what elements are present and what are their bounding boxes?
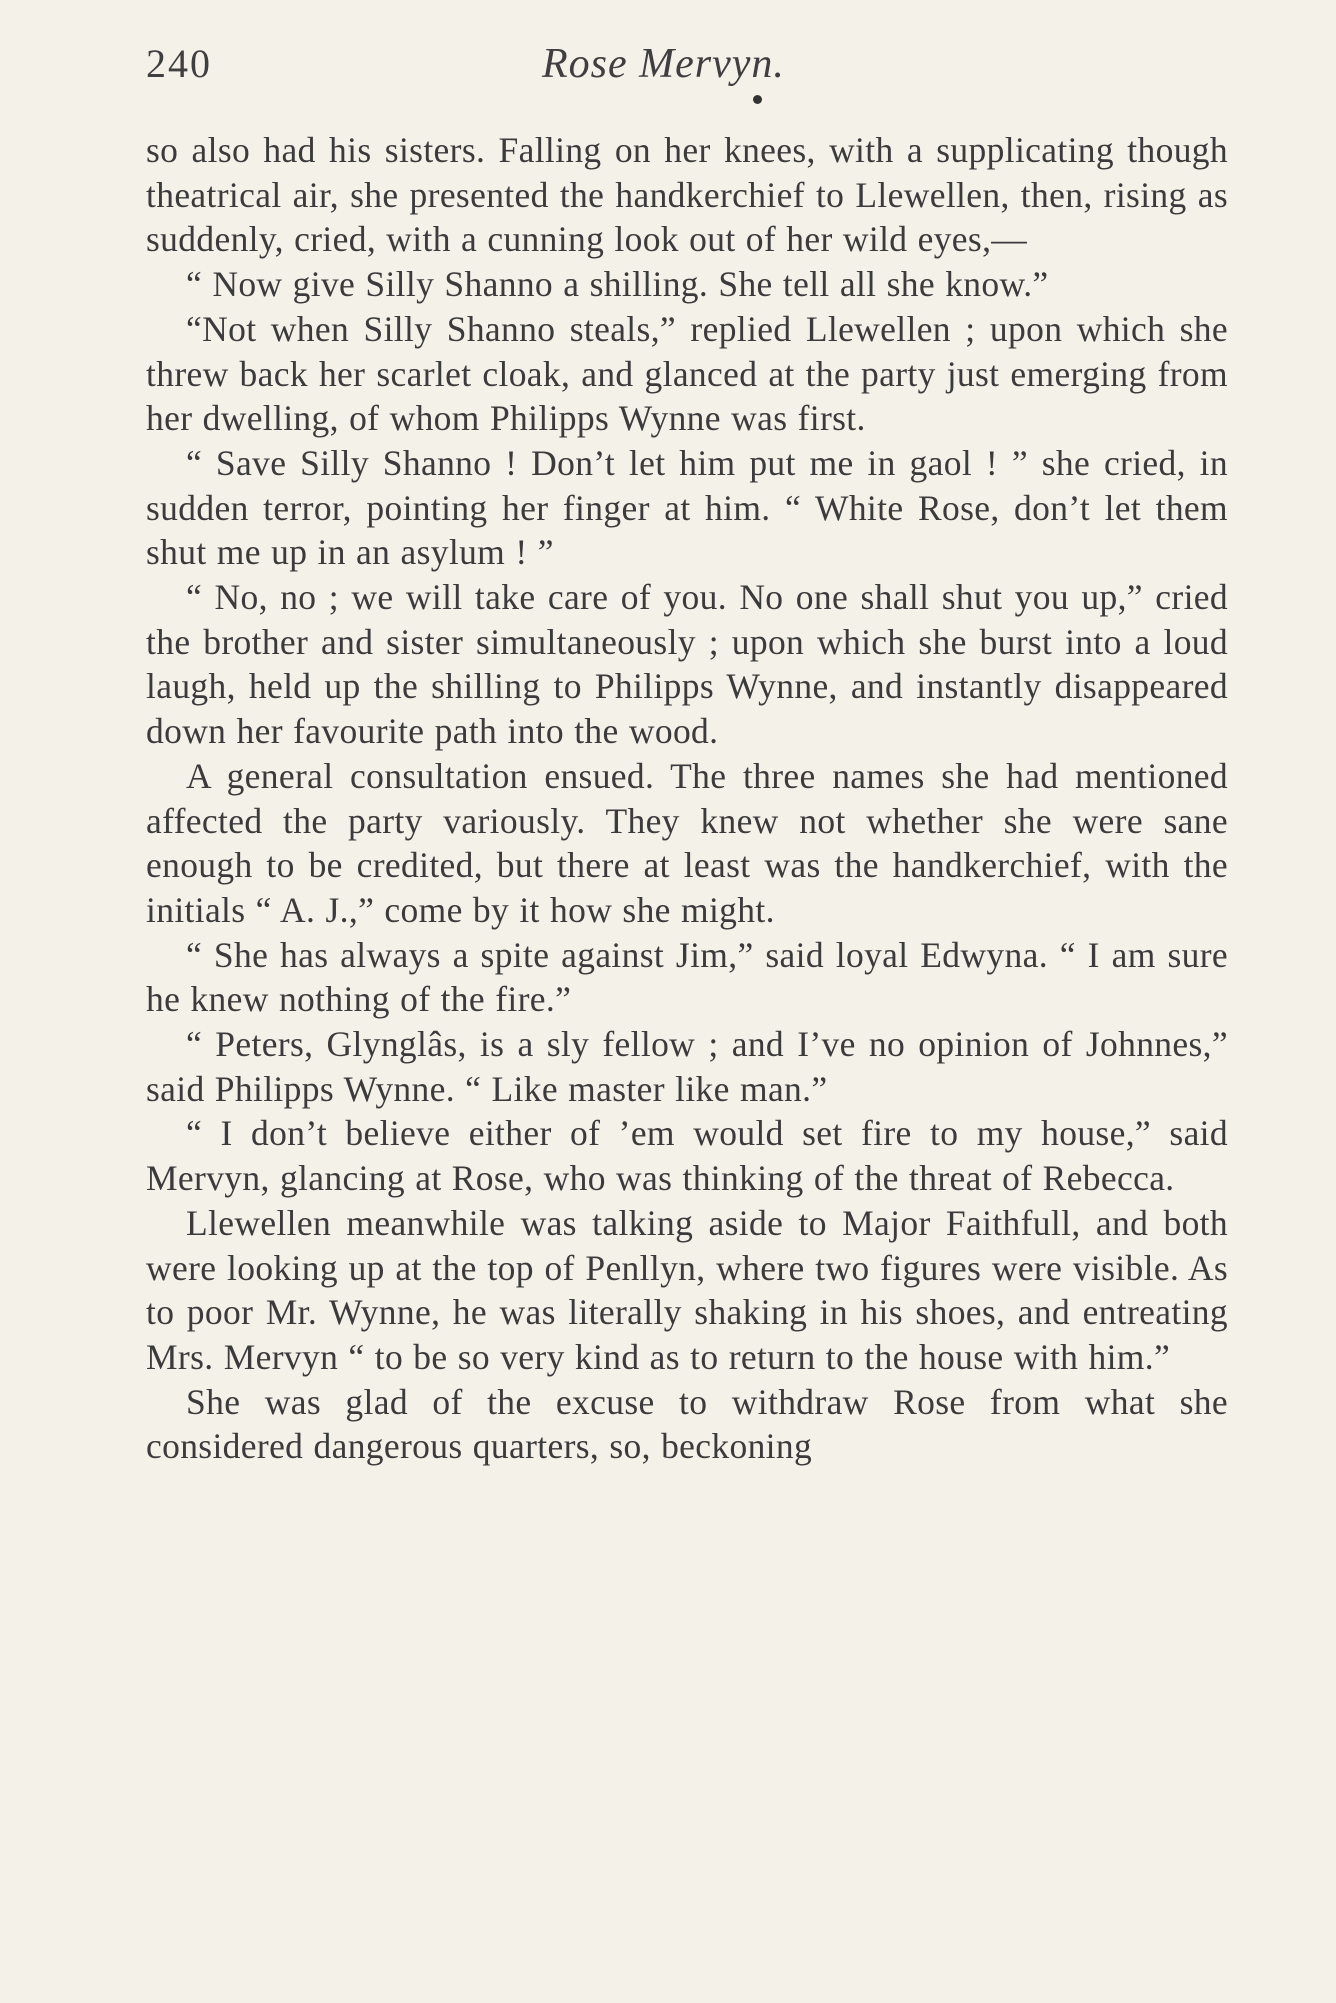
running-title: Rose Mervyn. (542, 41, 785, 87)
paragraph: “ She has always a spite against Jim,” said loyal Edwyna. “ I am sure he knew nothing of the fire.” (146, 934, 1228, 1020)
paragraph: “ Peters, Glynglâs, is a sly fellow ; and I’ve no opinion of Johnnes,” said Philipps Wynne. “ Like master like man.” (146, 1024, 1228, 1109)
page-number: 240 (146, 41, 212, 86)
paragraph: “Not when Silly Shanno steals,” replied Llewellen ; upon which she threw back her scarlet cloak, and glanced at the party just emerging from her dwelling, of whom Philipps Wynne was first. (146, 308, 1228, 439)
ornament-dot (753, 95, 762, 104)
paragraph: “ Now give Silly Shanno a shilling. She tell all she know.” (186, 264, 1049, 305)
paragraph: “ No, no ; we will take care of you. No one shall shut you up,” cried the brother and sister simultaneously ; upon which she burst into a loud laugh, held up the shilling to Philipps Wynne, and instantly disappeared down her favourite path into the wood. (146, 577, 1228, 752)
paragraph: A general consultation ensued. The three names she had mentioned affected the party variously. They knew not whether she were sane enough to be credited, but there at least was the handkerchief, with the initials “ A. J.,” come by it how she might. (146, 755, 1228, 930)
paragraph: “ I don’t believe either of ’em would set fire to my house,” said Mervyn, glancing at Rose, who was thinking of the threat of Rebecca. (146, 1113, 1228, 1199)
body-text (146, 128, 1228, 1469)
paragraph: so also had his sisters. Falling on her knees, with a supplicating though theatrical air, she presented the handkerchief to Llewellen, then, rising as suddenly, cried, with a cunning look out of her wild eyes,— (146, 130, 1228, 260)
paragraph: “ Save Silly Shanno ! Don’t let him put me in gaol ! ” she cried, in sudden terror, pointing her finger at him. “ White Rose, don’t let them shut me up in an asylum ! ” (146, 442, 1228, 573)
page-header (146, 40, 1226, 100)
paragraph: She was glad of the excuse to withdraw Rose from what she considered dangerous quarters, so, beckoning (146, 1381, 1228, 1467)
paragraph: Llewellen meanwhile was talking aside to Major Faithfull, and both were looking up at the top of Penllyn, where two figures were visible. As to poor Mr. Wynne, he was literally shaking in his shoes, and entreating Mrs. Mervyn “ to be so very kind as to return to the house with him.” (146, 1202, 1228, 1377)
